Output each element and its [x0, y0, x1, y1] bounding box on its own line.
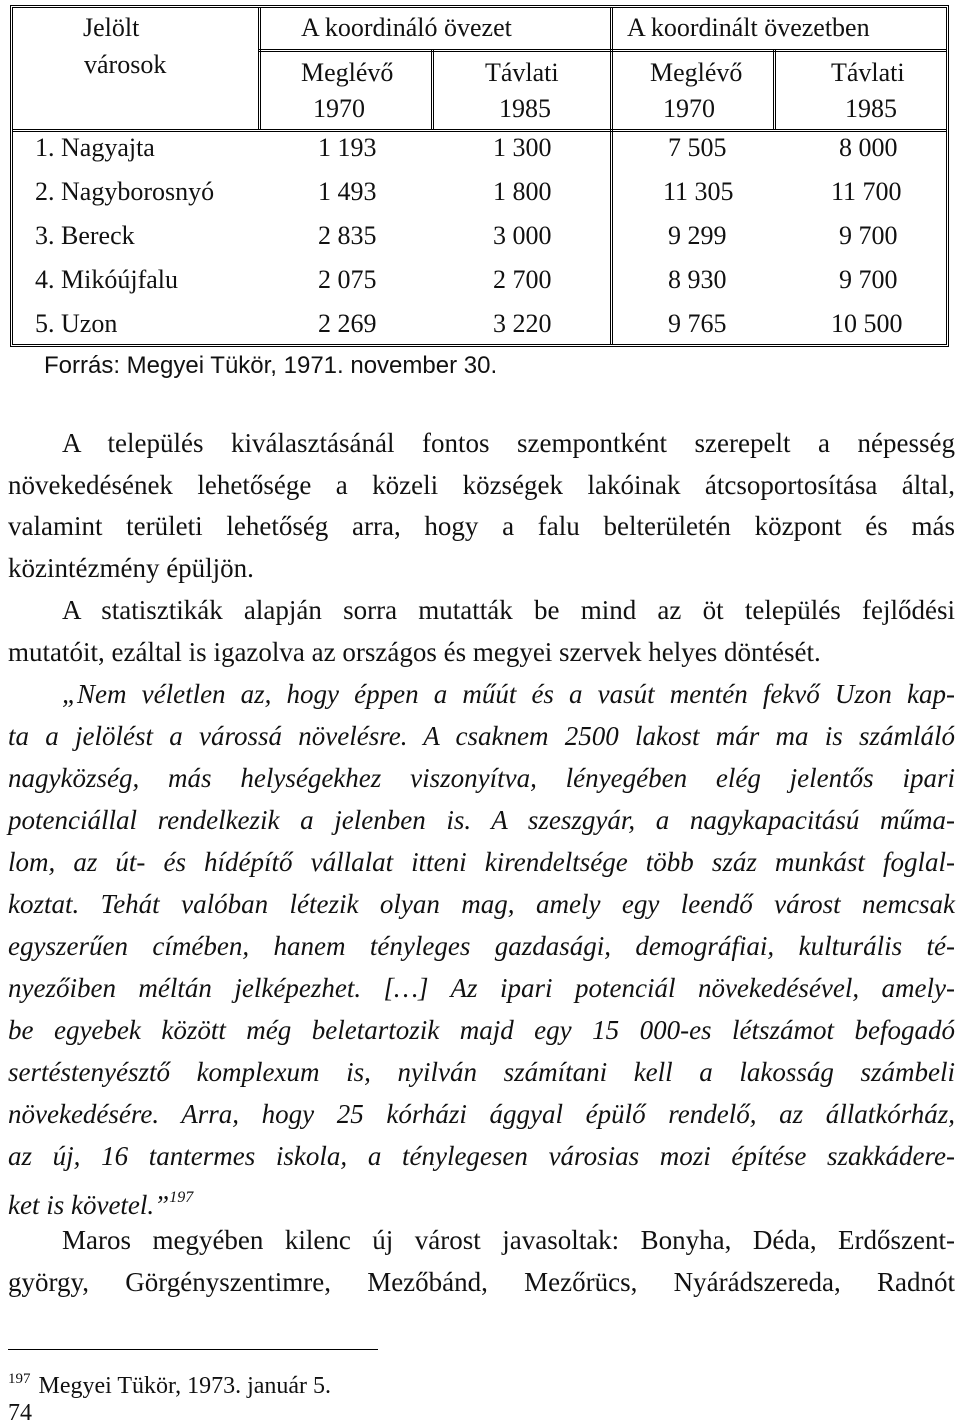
city-cell: 5. Uzon	[35, 309, 118, 338]
header-future-1: Távlati	[485, 58, 559, 87]
divider	[610, 129, 613, 344]
text-line: növekedésének lehetősége a közeli községek lakóinak átcsoportosítása által,	[8, 470, 955, 500]
footnote	[8, 1371, 331, 1400]
header-group-coordinated: A koordinált övezetben	[627, 13, 870, 42]
divider	[258, 49, 946, 52]
header-cities-line2: városok	[84, 50, 167, 79]
quote-line: nagyközség, más helységekhez viszonyítva, lényegében elég jelentős ipari	[8, 763, 955, 793]
value-cell: 1 193	[318, 133, 377, 162]
header-existing-2: Meglévő	[650, 58, 743, 87]
text-line: mutatóit, ezáltal is igazolva az országos és megyei szervek helyes döntését.	[8, 637, 821, 667]
header-future-2: Távlati	[831, 58, 905, 87]
value-cell: 2 835	[318, 221, 377, 250]
value-cell: 2 075	[318, 265, 377, 294]
header-existing-1-year: 1970	[313, 94, 365, 123]
quote-line: lom, az út- és hídépítő vállalat itteni kirendeltsége több száz munkást foglal-	[8, 847, 955, 877]
value-cell: 10 500	[831, 309, 903, 338]
divider	[610, 49, 613, 129]
value-cell: 7 505	[668, 133, 727, 162]
text-line: közintézmény épüljön.	[8, 553, 254, 583]
divider	[431, 49, 434, 129]
city-cell: 3. Bereck	[35, 221, 135, 250]
header-group-coordinating: A koordináló övezet	[301, 13, 512, 42]
footnote-number: 197	[8, 1371, 31, 1387]
header-cities-line1: Jelölt	[83, 13, 140, 42]
divider	[258, 49, 261, 129]
footnote-divider	[8, 1349, 378, 1350]
quote-line: koztat. Tehát valóban létezik olyan mag, amely egy leendő várost nemcsak	[8, 889, 955, 919]
page-number: 74	[8, 1400, 32, 1426]
table-source: Forrás: Megyei Tükör, 1971. november 30.	[44, 352, 498, 379]
value-cell: 9 299	[668, 221, 727, 250]
quote-line: ta a jelölést a várossá növelésre. A csaknem 2500 lakost már ma is számláló	[8, 721, 955, 751]
value-cell: 9 700	[839, 265, 898, 294]
city-cell: 1. Nagyajta	[35, 133, 155, 162]
quote-line: az új, 16 tantermes iskola, a ténylegesen városias mozi építése szakkádere-	[8, 1141, 955, 1171]
footnote-text: Megyei Tükör, 1973. január 5.	[38, 1373, 332, 1399]
quote-end: ket is követel.”	[8, 1190, 170, 1220]
divider	[13, 129, 946, 132]
text-line: valamint területi lehetőség arra, hogy a falu belterületén központ és más	[8, 511, 955, 541]
value-cell: 3 220	[493, 309, 552, 338]
quote-line: növekedésére. Arra, hogy 25 kórházi ággyal épülő rendelő, az állatkórház,	[8, 1099, 955, 1129]
text-line: A statisztikák alapján sorra mutatták be mind az öt település fejlődési	[62, 595, 955, 625]
header-existing-1: Meglévő	[301, 58, 394, 87]
text-line: A település kiválasztásánál fontos szempontként szerepelt a népesség	[62, 428, 955, 458]
city-cell: 2. Nagyborosnyó	[35, 177, 215, 206]
quote-line: be egyebek között még beletartozik majd egy 15 000-es létszámot befogadó	[8, 1015, 955, 1045]
divider	[773, 49, 776, 129]
value-cell: 1 493	[318, 177, 377, 206]
quote-line: potenciállal rendelkezik a jelenben is. A szeszgyár, a nagykapacitású műma-	[8, 805, 955, 835]
quote-line: „Nem véletlen az, hogy éppen a műút és a vasút mentén fekvő Uzon kap-	[62, 679, 955, 709]
quote-line: egyszerűen címében, hanem tényleges gazdasági, demográfiai, kulturális té-	[8, 931, 955, 961]
divider	[258, 8, 261, 49]
value-cell: 11 700	[831, 177, 902, 206]
value-cell: 8 930	[668, 265, 727, 294]
header-future-2-year: 1985	[845, 94, 897, 123]
value-cell: 1 800	[493, 177, 552, 206]
value-cell: 8 000	[839, 133, 898, 162]
text-line: györgy, Görgényszentimre, Mezőbánd, Mezőrücs, Nyárádszereda, Radnót	[8, 1267, 955, 1297]
text-line: Maros megyében kilenc új várost javasoltak: Bonyha, Déda, Erdőszent-	[62, 1225, 955, 1255]
value-cell: 9 700	[839, 221, 898, 250]
value-cell: 3 000	[493, 221, 552, 250]
statistics-table	[10, 5, 949, 347]
header-future-1-year: 1985	[499, 94, 551, 123]
quote-line	[8, 1183, 955, 1220]
quote-line: nyezőiben méltán jelképezhet. […] Az ipari potenciál növekedésével, amely-	[8, 973, 955, 1003]
quote-line: sertéstenyésztő komplexum is, nyilván számítani kell a lakosság számbeli	[8, 1057, 955, 1087]
value-cell: 2 700	[493, 265, 552, 294]
city-cell: 4. Mikóújfalu	[35, 265, 178, 294]
divider	[610, 8, 613, 49]
value-cell: 9 765	[668, 309, 727, 338]
header-existing-2-year: 1970	[663, 94, 715, 123]
value-cell: 2 269	[318, 309, 377, 338]
footnote-ref[interactable]: 197	[169, 1189, 194, 1206]
value-cell: 1 300	[493, 133, 552, 162]
value-cell: 11 305	[663, 177, 734, 206]
